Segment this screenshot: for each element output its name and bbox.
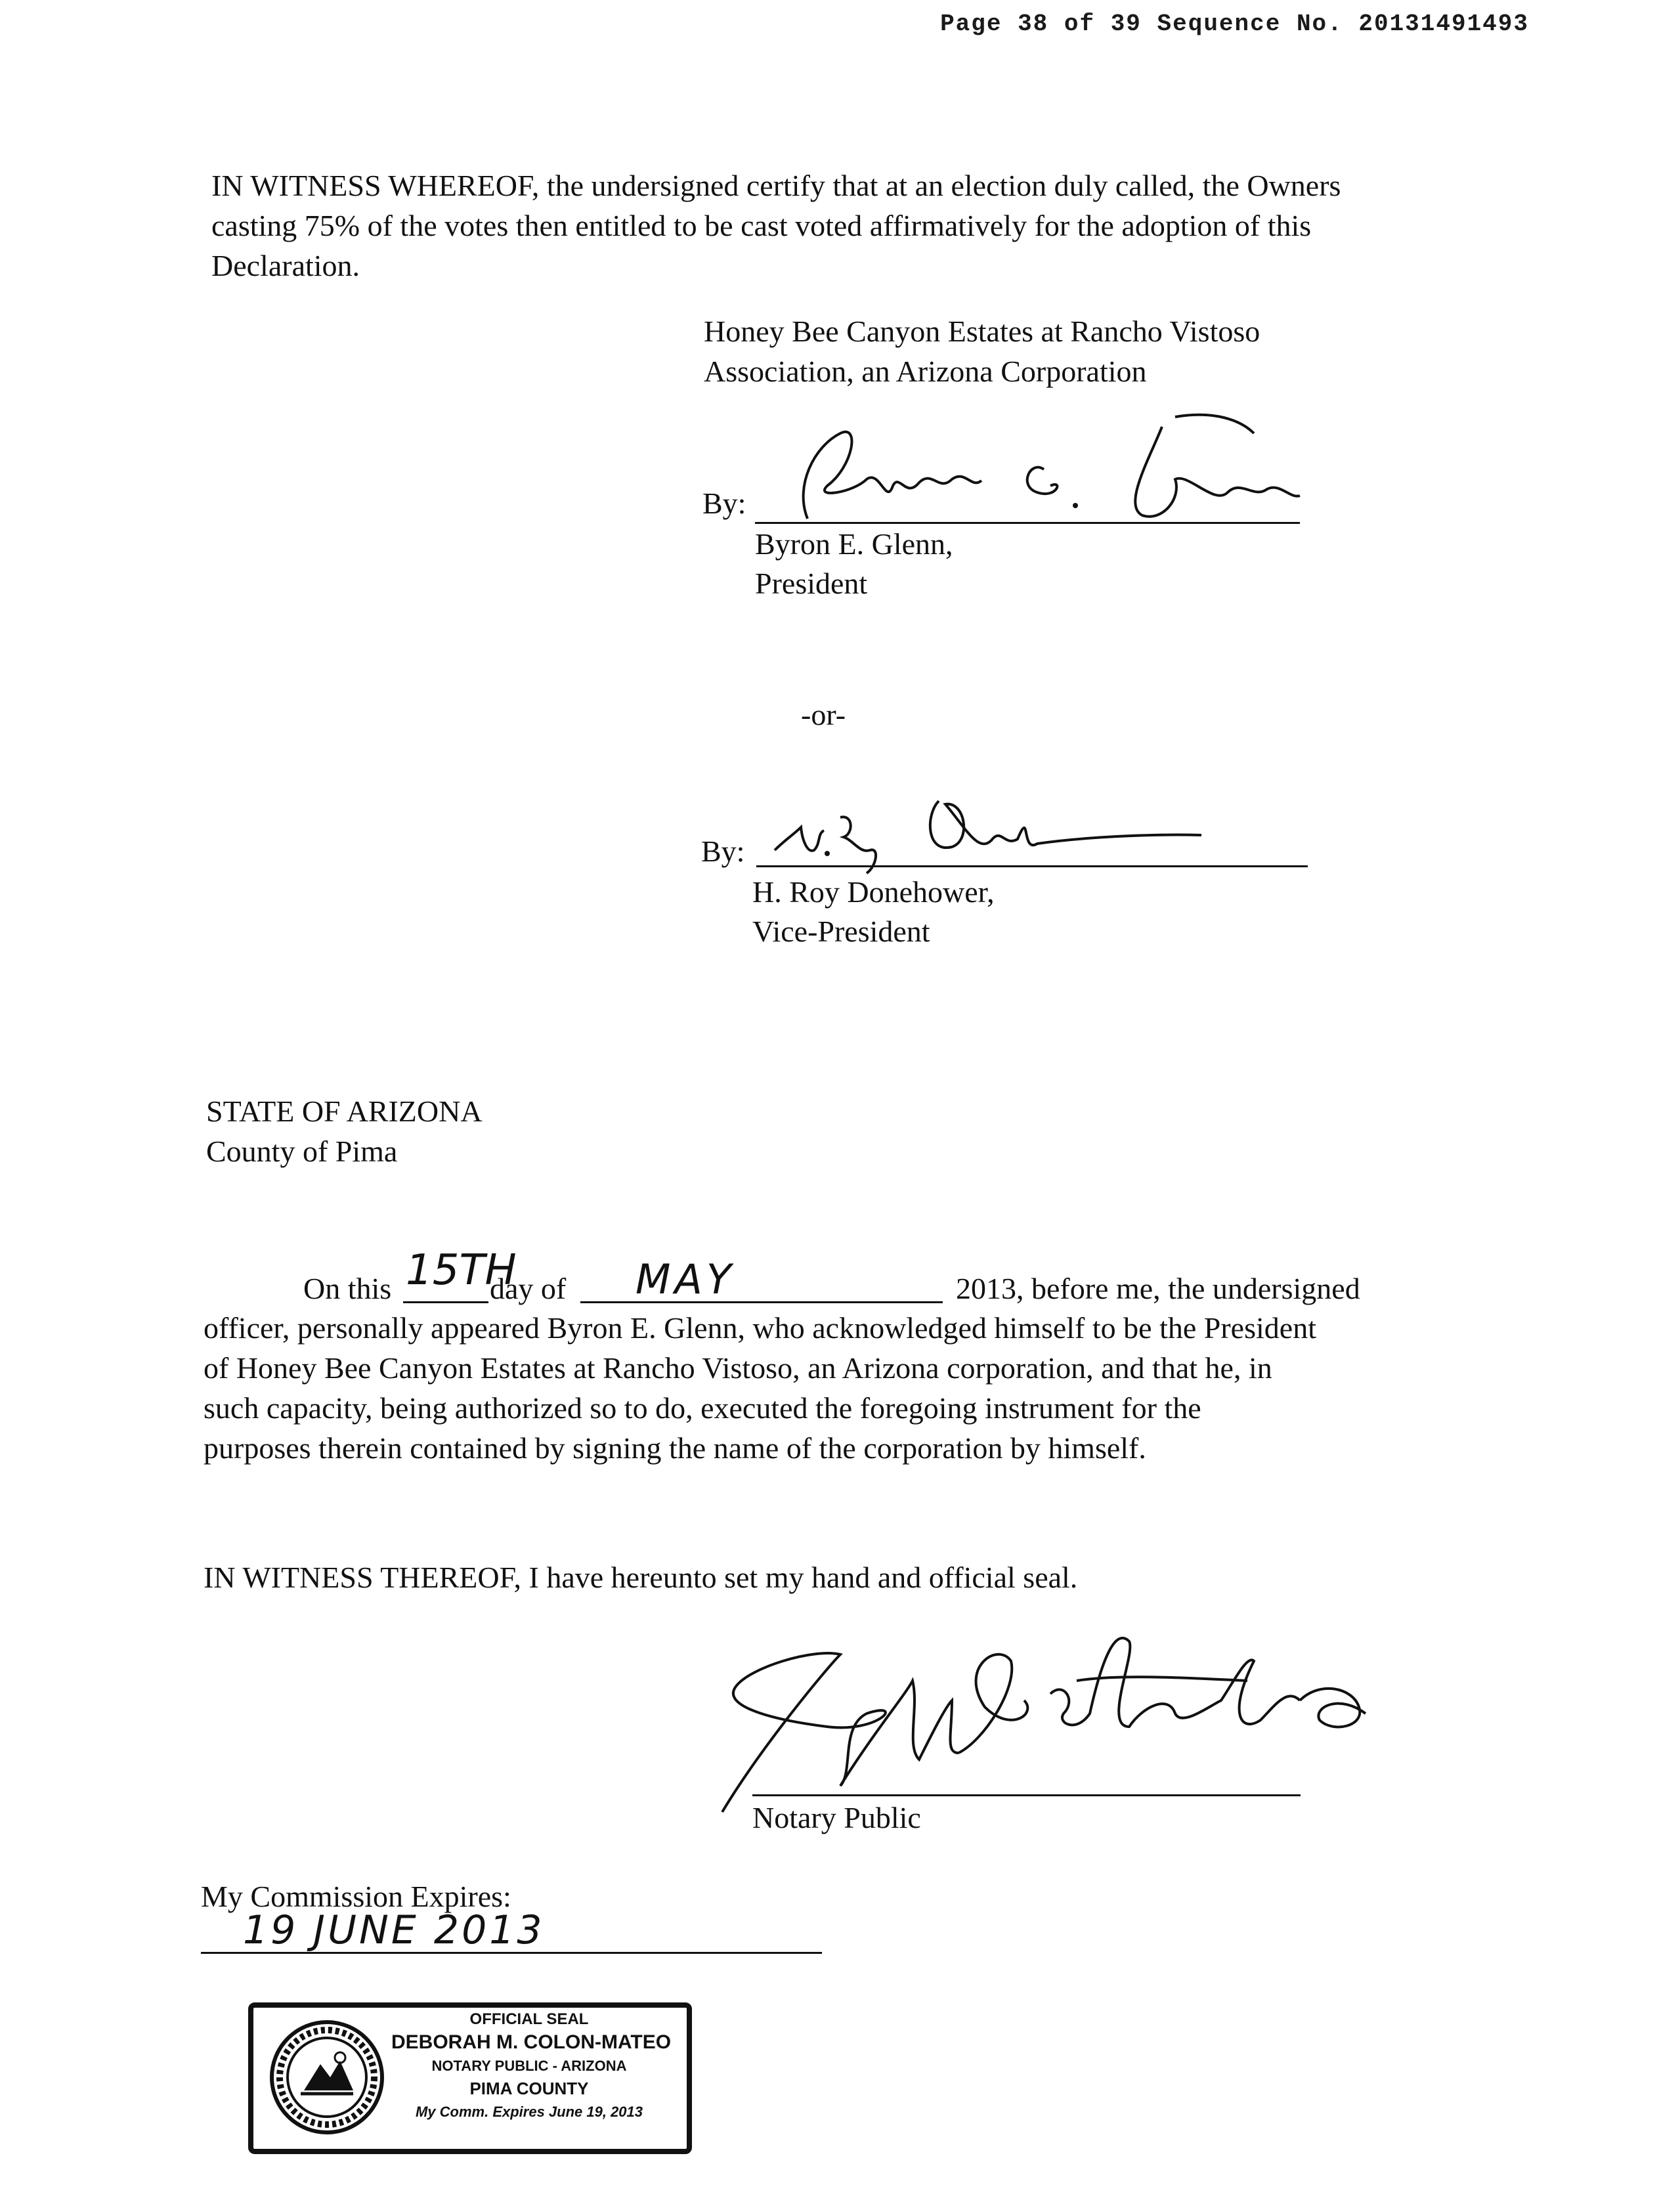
seal-line-4: PIMA COUNTY	[469, 2079, 589, 2098]
ack-paragraph	[204, 1308, 1316, 1468]
ack-line-5: purposes therein contained by signing the name of the corporation by himself.	[204, 1431, 1146, 1465]
association-line-2: Association, an Arizona Corporation	[704, 355, 1147, 388]
venue-block	[206, 1091, 483, 1171]
notary-signature-line	[752, 1794, 1301, 1796]
notary-label: Notary Public	[752, 1801, 921, 1834]
month-blank	[580, 1301, 943, 1303]
venue-county: County of Pima	[206, 1134, 398, 1168]
signer2-name: H. Roy Donehower,	[752, 875, 995, 909]
ack-line-4: such capacity, being authorized so to do, executed the foregoing instrument for the	[204, 1391, 1201, 1425]
witness-line-1: IN WITNESS WHEREOF, the undersigned certify that at an election duly called, the Owners	[211, 169, 1341, 202]
by-label-1: By:	[702, 486, 746, 520]
ack-on-this: On this	[303, 1272, 392, 1305]
signature-roy-donehower	[755, 788, 1215, 873]
seal-line-2: DEBORAH M. COLON-MATEO	[391, 2031, 672, 2053]
association-line-1: Honey Bee Canyon Estates at Rancho Vistoso	[704, 314, 1260, 348]
notary-seal	[248, 2002, 692, 2154]
seal-line-1: OFFICIAL SEAL	[469, 2010, 589, 2028]
commission-date-handwritten: 19 JUNE 2013	[243, 1907, 545, 1953]
witness-thereof: IN WITNESS THEREOF, I have hereunto set my hand and official seal.	[204, 1561, 1078, 1594]
venue-state: STATE OF ARIZONA	[206, 1094, 483, 1128]
witness-line-2: casting 75% of the votes then entitled to be cast voted affirmatively for the adoption of this	[211, 209, 1312, 242]
ack-year-rest: 2013, before me, the undersigned	[956, 1272, 1360, 1305]
month-handwritten: MAY	[635, 1255, 735, 1303]
witness-line-3: Declaration.	[211, 249, 360, 282]
signer1-name: Byron E. Glenn,	[755, 527, 953, 561]
day-handwritten: 15TH	[406, 1246, 517, 1295]
ack-line-2: officer, personally appeared Byron E. Glenn, who acknowledged himself to be the President	[204, 1311, 1316, 1345]
commission-label: My Commission Expires:	[201, 1880, 511, 1913]
signer2-title: Vice-President	[752, 915, 930, 948]
witness-paragraph	[211, 165, 1341, 286]
state-seal-icon	[268, 2018, 386, 2136]
day-blank	[403, 1301, 488, 1303]
association-block	[704, 311, 1260, 391]
page-sequence-header: Page 38 of 39 Sequence No. 20131491493	[940, 11, 1529, 37]
seal-line-5: My Comm. Expires June 19, 2013	[415, 2104, 643, 2120]
signature-byron-glenn	[755, 407, 1300, 538]
or-separator: -or-	[801, 698, 846, 731]
ack-day-of: day of	[490, 1272, 567, 1305]
signer1-title: President	[755, 567, 868, 600]
by-label-2: By:	[701, 834, 745, 868]
ack-line-3: of Honey Bee Canyon Estates at Rancho Vistoso, an Arizona corporation, and that he, in	[204, 1351, 1272, 1385]
seal-line-3: NOTARY PUBLIC - ARIZONA	[431, 2058, 627, 2074]
